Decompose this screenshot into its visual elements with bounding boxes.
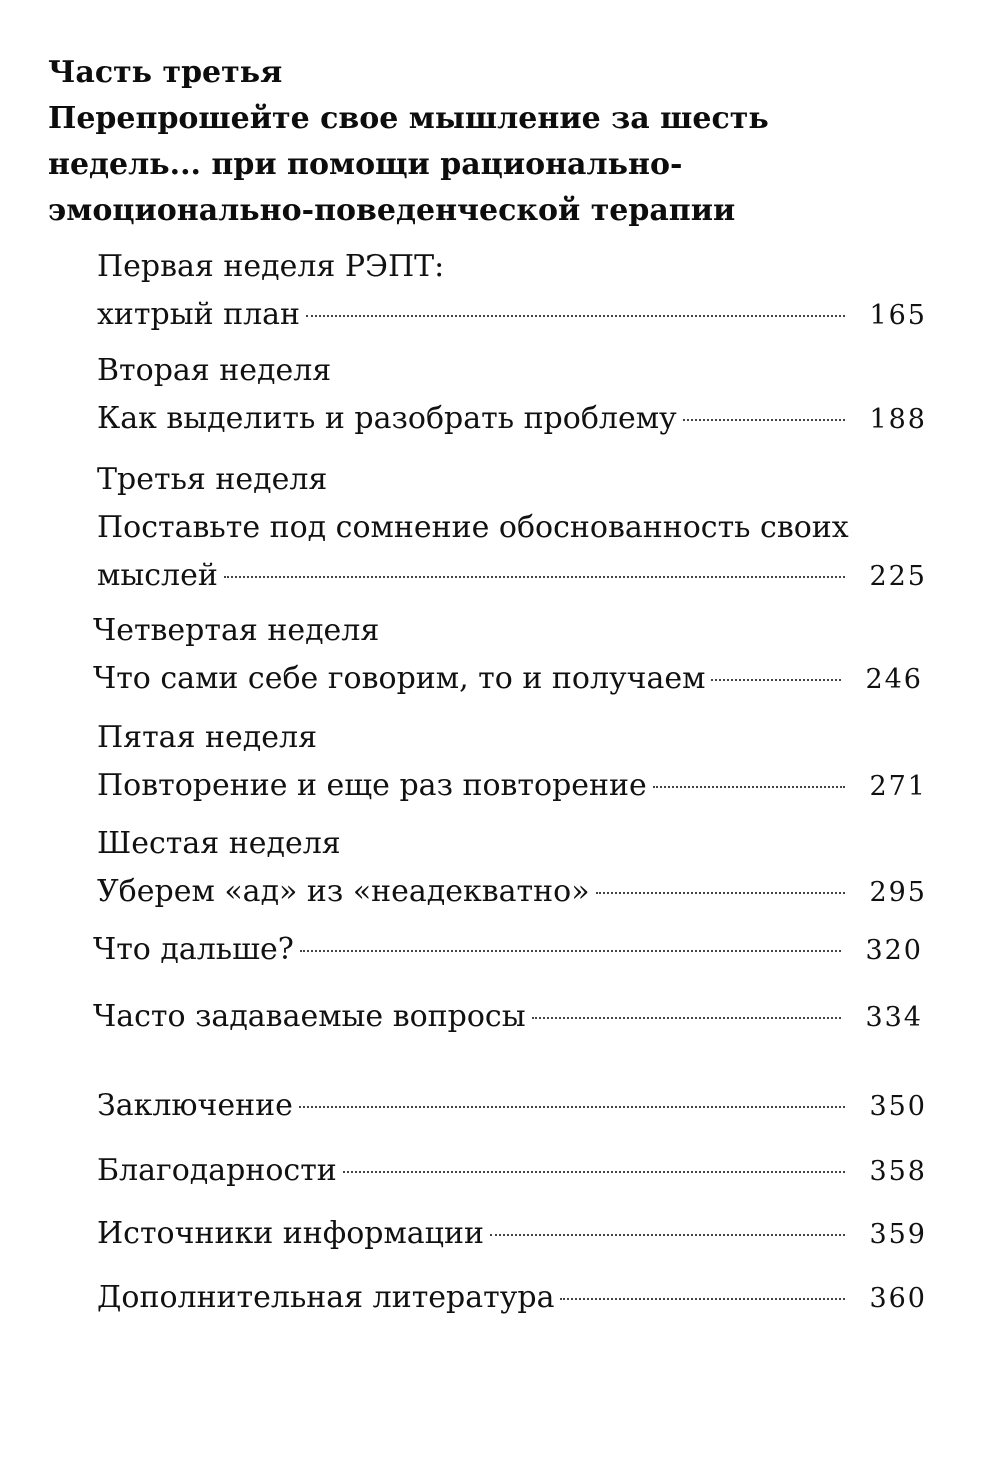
toc-entry[interactable] (97, 714, 927, 811)
toc-entry[interactable] (97, 456, 927, 601)
entry-title: Повторение и еще раз повторение (97, 768, 647, 803)
toc-entry[interactable] (93, 607, 923, 704)
dot-leader (711, 679, 841, 681)
dot-leader (532, 1017, 841, 1019)
part-label: Часть третья (48, 55, 283, 90)
page-number: 246 (865, 664, 923, 695)
toc-entry[interactable] (97, 820, 927, 917)
page-number: 188 (869, 404, 927, 435)
dot-leader (653, 786, 845, 788)
page-number: 295 (869, 877, 927, 908)
entry-heading: Вторая неделя (97, 353, 332, 388)
page-number: 360 (869, 1283, 927, 1314)
entry-title: мыслей (97, 558, 218, 593)
page-number: 359 (869, 1219, 927, 1250)
dot-leader (560, 1298, 845, 1300)
entry-title: Уберем «ад» из «неадекватно» (97, 874, 590, 909)
toc-entry[interactable] (97, 1147, 927, 1196)
dot-leader (300, 950, 841, 952)
page-number: 334 (865, 1002, 923, 1033)
toc-entry[interactable] (97, 1210, 927, 1259)
dot-leader (490, 1234, 845, 1236)
dot-leader (299, 1106, 845, 1108)
page-number: 225 (869, 561, 927, 592)
entry-heading: Первая неделя РЭПТ: (97, 249, 445, 284)
toc-entry[interactable] (97, 347, 927, 444)
entry-title: Благодарности (97, 1153, 337, 1188)
part-title-line: недель... при помощи рационально- (48, 147, 683, 182)
entry-title: Как выделить и разобрать проблему (97, 401, 677, 436)
entry-heading: Пятая неделя (97, 720, 317, 755)
entry-heading: Третья неделя (97, 462, 328, 497)
entry-title: Поставьте под сомнение обоснованность своих (97, 510, 849, 545)
entry-title: Часто задаваемые вопросы (93, 999, 526, 1034)
page-number: 165 (869, 300, 927, 331)
dot-leader (306, 315, 845, 317)
toc-entry[interactable] (97, 1082, 927, 1131)
toc-entry[interactable] (97, 243, 927, 340)
page-number: 320 (865, 935, 923, 966)
dot-leader (596, 892, 845, 894)
entry-heading: Четвертая неделя (93, 613, 380, 648)
entry-title: Что сами себе говорим, то и получаем (93, 661, 706, 696)
entry-title: Дополнительная литература (97, 1280, 555, 1315)
toc-entry[interactable] (93, 926, 923, 975)
dot-leader (343, 1171, 845, 1173)
part-title-line: Перепрошейте свое мышление за шесть (48, 101, 769, 136)
entry-title: Что дальше? (93, 932, 294, 967)
dot-leader (224, 576, 845, 578)
page-number: 358 (869, 1156, 927, 1187)
part-title-line: эмоционально-поведенческой терапии (48, 193, 736, 228)
dot-leader (683, 419, 845, 421)
page-number: 271 (869, 771, 927, 802)
entry-title: хитрый план (97, 297, 301, 332)
page-number: 350 (869, 1091, 927, 1122)
entry-title: Заключение (97, 1088, 293, 1123)
toc-entry[interactable] (97, 1274, 927, 1323)
entry-heading: Шестая неделя (97, 826, 341, 861)
toc-entry[interactable] (93, 993, 923, 1042)
entry-title: Источники информации (97, 1216, 484, 1251)
